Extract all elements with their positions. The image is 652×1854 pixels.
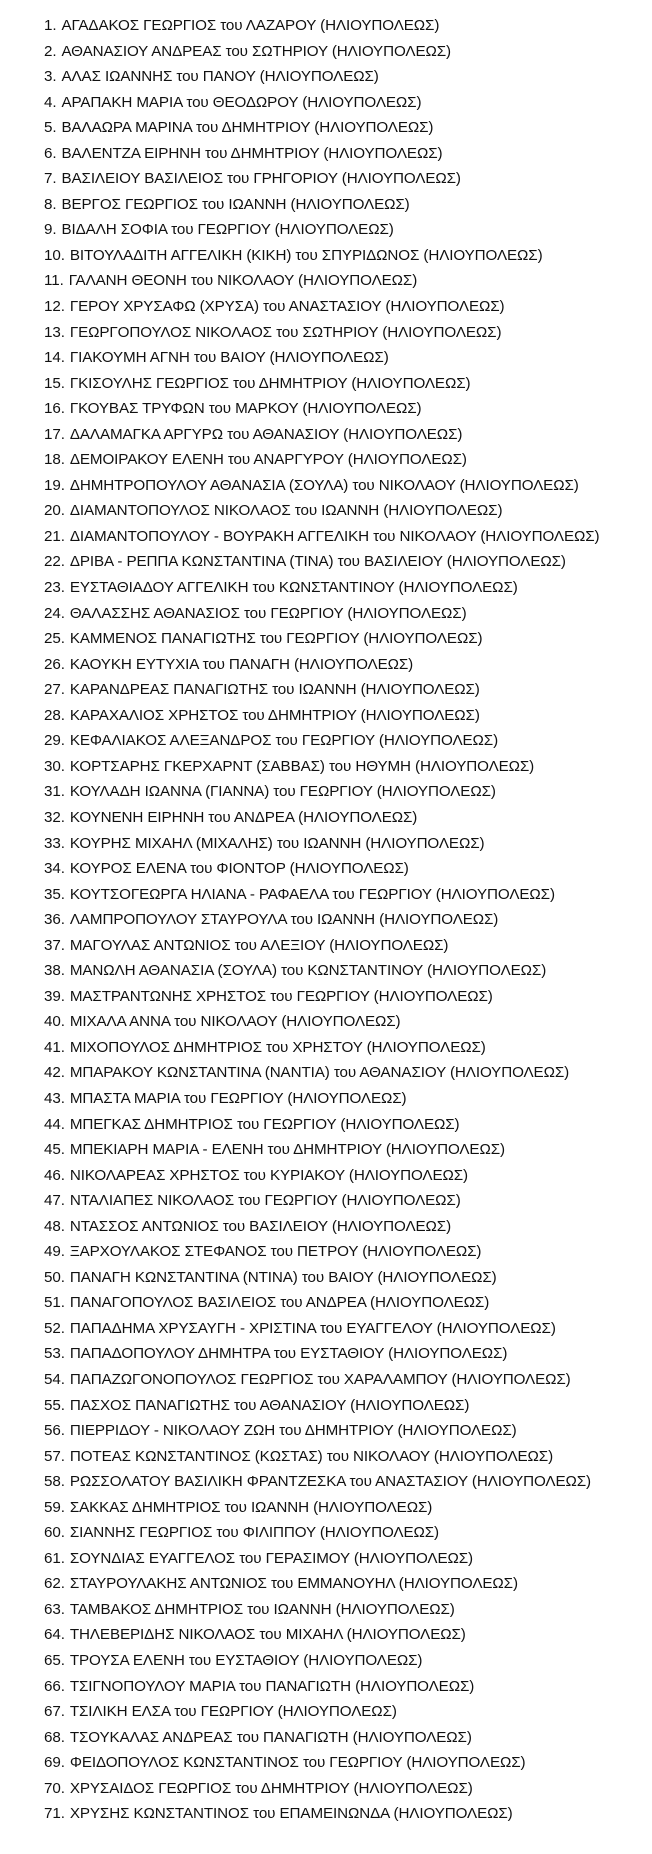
list-item-number: 66. [44, 1677, 65, 1695]
list-item-text: ΓΑΛΑΝΗ ΘΕΟΝΗ του ΝΙΚΟΛΑΟΥ (ΗΛΙΟΥΠΟΛΕΩΣ) [68, 272, 418, 290]
list-item [44, 1393, 652, 1419]
list-item-number: 20. [44, 502, 65, 520]
list-item [44, 90, 652, 116]
list-item-number: 8. [44, 195, 57, 213]
list-item-number: 49. [44, 1243, 65, 1261]
list-item-text: ΠΑΝΑΓΟΠΟΥΛΟΣ ΒΑΣΙΛΕΙΟΣ του ΑΝΔΡΕΑ (ΗΛΙΟΥΠΟΛΕΩΣ) [69, 1294, 490, 1312]
list-item-text: ΞΑΡΧΟΥΛΑΚΟΣ ΣΤΕΦΑΝΟΣ του ΠΕΤΡΟΥ (ΗΛΙΟΥΠΟΛΕΩΣ) [69, 1243, 482, 1261]
list-item-number: 7. [44, 170, 57, 188]
list-item-number: 60. [44, 1524, 65, 1542]
list-item [44, 728, 652, 754]
list-item-text: ΠΑΝΑΓΗ ΚΩΝΣΤΑΝΤΙΝΑ (ΝΤΙΝΑ) του ΒΑΙΟΥ (ΗΛΙΟΥΠΟΛΕΩΣ) [69, 1268, 497, 1286]
list-item [44, 1163, 652, 1189]
list-item-text: ΧΡΥΣΑΙΔΟΣ ΓΕΩΡΓΙΟΣ του ΔΗΜΗΤΡΙΟΥ (ΗΛΙΟΥΠΟΛΕΩΣ) [69, 1779, 473, 1797]
list-item [44, 1444, 652, 1470]
list-item-text: ΓΚΙΣΟΥΛΗΣ ΓΕΩΡΓΙΟΣ του ΔΗΜΗΤΡΙΟΥ (ΗΛΙΟΥΠΟΛΕΩΣ) [69, 374, 471, 392]
list-item [44, 217, 652, 243]
list-item [44, 1725, 652, 1751]
list-item-number: 24. [44, 604, 65, 622]
list-item-number: 47. [44, 1192, 65, 1210]
list-item-text: ΣΤΑΥΡΟΥΛΑΚΗΣ ΑΝΤΩΝΙΟΣ του ΕΜΜΑΝΟΥΗΛ (ΗΛΙΟΥΠΟΛΕΩΣ) [69, 1575, 518, 1593]
list-item-number: 26. [44, 655, 65, 673]
list-item-text: ΜΙΧΑΛΑ ΑΝΝΑ του ΝΙΚΟΛΑΟΥ (ΗΛΙΟΥΠΟΛΕΩΣ) [69, 1013, 401, 1031]
list-item-text: ΒΑΛΕΝΤΖΑ ΕΙΡΗΝΗ του ΔΗΜΗΤΡΙΟΥ (ΗΛΙΟΥΠΟΛΕΩΣ) [61, 144, 443, 162]
list-item [44, 958, 652, 984]
list-item-number: 43. [44, 1089, 65, 1107]
list-item-text: ΤΗΛΕΒΕΡΙΔΗΣ ΝΙΚΟΛΑΟΣ του ΜΙΧΑΗΛ (ΗΛΙΟΥΠΟΛΕΩΣ) [69, 1626, 466, 1644]
list-item [44, 524, 652, 550]
list-item [44, 498, 652, 524]
list-item-number: 38. [44, 962, 65, 980]
list-item-text: ΜΙΧΟΠΟΥΛΟΣ ΔΗΜΗΤΡΙΟΣ του ΧΡΗΣΤΟΥ (ΗΛΙΟΥΠΟΛΕΩΣ) [69, 1038, 486, 1056]
list-item-number: 36. [44, 911, 65, 929]
list-item-number: 62. [44, 1575, 65, 1593]
list-item [44, 115, 652, 141]
list-item-text: ΔΕΜΟΙΡΑΚΟΥ ΕΛΕΝΗ του ΑΝΑΡΓΥΡΟΥ (ΗΛΙΟΥΠΟΛΕΩΣ) [69, 451, 467, 469]
list-item-number: 15. [44, 374, 65, 392]
list-item [44, 1035, 652, 1061]
list-item-text: ΧΡΥΣΗΣ ΚΩΝΣΤΑΝΤΙΝΟΣ του ΕΠΑΜΕΙΝΩΝΔΑ (ΗΛΙΟΥΠΟΛΕΩΣ) [69, 1805, 513, 1823]
list-item [44, 703, 652, 729]
list-item [44, 268, 652, 294]
list-item-number: 23. [44, 579, 65, 597]
list-item-number: 11. [44, 272, 64, 290]
list-item [44, 1367, 652, 1393]
list-item-number: 34. [44, 860, 65, 878]
list-item [44, 1801, 652, 1827]
list-item-number: 21. [44, 527, 65, 545]
list-item [44, 1776, 652, 1802]
list-item [44, 1060, 652, 1086]
list-item-text: ΝΤΑΛΙΑΠΕΣ ΝΙΚΟΛΑΟΣ του ΓΕΩΡΓΙΟΥ (ΗΛΙΟΥΠΟΛΕΩΣ) [69, 1192, 461, 1210]
list-item-number: 14. [44, 349, 65, 367]
list-item-number: 30. [44, 757, 65, 775]
list-item-number: 54. [44, 1370, 65, 1388]
list-item-number: 53. [44, 1345, 65, 1363]
list-item [44, 984, 652, 1010]
list-item-number: 16. [44, 400, 65, 418]
list-item-number: 40. [44, 1013, 65, 1031]
list-item-text: ΜΑΣΤΡΑΝΤΩΝΗΣ ΧΡΗΣΤΟΣ του ΓΕΩΡΓΙΟΥ (ΗΛΙΟΥΠΟΛΕΩΣ) [69, 987, 493, 1005]
list-item-number: 5. [44, 119, 57, 137]
list-item-number: 2. [44, 42, 57, 60]
list-item-text: ΒΑΣΙΛΕΙΟΥ ΒΑΣΙΛΕΙΟΣ του ΓΡΗΓΟΡΙΟΥ (ΗΛΙΟΥΠΟΛΕΩΣ) [61, 170, 461, 188]
list-item-text: ΝΙΚΟΛΑΡΕΑΣ ΧΡΗΣΤΟΣ του ΚΥΡΙΑΚΟΥ (ΗΛΙΟΥΠΟΛΕΩΣ) [69, 1166, 469, 1184]
list-item-text: ΠΑΠΑΔΗΜΑ ΧΡΥΣΑΥΓΗ - ΧΡΙΣΤΙΝΑ του ΕΥΑΓΓΕΛΟΥ (ΗΛΙΟΥΠΟΛΕΩΣ) [69, 1319, 556, 1337]
candidate-list [44, 13, 652, 1827]
list-item [44, 166, 652, 192]
list-item-number: 64. [44, 1626, 65, 1644]
list-item [44, 39, 652, 65]
list-item-number: 57. [44, 1447, 65, 1465]
list-item-text: ΕΥΣΤΑΘΙΑΔΟΥ ΑΓΓΕΛΙΚΗ του ΚΩΝΣΤΑΝΤΙΝΟΥ (ΗΛΙΟΥΠΟΛΕΩΣ) [69, 579, 518, 597]
list-item-number: 4. [44, 93, 57, 111]
list-item-text: ΒΙΔΑΛΗ ΣΟΦΙΑ του ΓΕΩΡΓΙΟΥ (ΗΛΙΟΥΠΟΛΕΩΣ) [61, 221, 394, 239]
list-item-number: 42. [44, 1064, 65, 1082]
list-item-text: ΜΠΑΣΤΑ ΜΑΡΙΑ του ΓΕΩΡΓΙΟΥ (ΗΛΙΟΥΠΟΛΕΩΣ) [69, 1089, 407, 1107]
list-item-number: 13. [44, 323, 65, 341]
list-item-text: ΚΟΥΝΕΝΗ ΕΙΡΗΝΗ του ΑΝΔΡΕΑ (ΗΛΙΟΥΠΟΛΕΩΣ) [69, 808, 418, 826]
list-item-number: 35. [44, 885, 65, 903]
list-item-text: ΣΟΥΝΔΙΑΣ ΕΥΑΓΓΕΛΟΣ του ΓΕΡΑΣΙΜΟΥ (ΗΛΙΟΥΠΟΛΕΩΣ) [69, 1549, 473, 1567]
list-item-number: 69. [44, 1754, 65, 1772]
list-item-text: ΚΑΟΥΚΗ ΕΥΤΥΧΙΑ του ΠΑΝΑΓΗ (ΗΛΙΟΥΠΟΛΕΩΣ) [69, 655, 414, 673]
list-item [44, 1622, 652, 1648]
list-item-text: ΦΕΙΔΟΠΟΥΛΟΣ ΚΩΝΣΤΑΝΤΙΝΟΣ του ΓΕΩΡΓΙΟΥ (ΗΛΙΟΥΠΟΛΕΩΣ) [69, 1754, 526, 1772]
list-item-text: ΑΛΑΣ ΙΩΑΝΝΗΣ του ΠΑΝΟΥ (ΗΛΙΟΥΠΟΛΕΩΣ) [61, 68, 379, 86]
list-item-number: 32. [44, 808, 65, 826]
list-item-text: ΑΡΑΠΑΚΗ ΜΑΡΙΑ του ΘΕΟΔΩΡΟΥ (ΗΛΙΟΥΠΟΛΕΩΣ) [61, 93, 422, 111]
list-item-text: ΒΙΤΟΥΛΑΔΙΤΗ ΑΓΓΕΛΙΚΗ (ΚΙΚΗ) του ΣΠΥΡΙΔΩΝΟΣ (ΗΛΙΟΥΠΟΛΕΩΣ) [69, 246, 543, 264]
list-item [44, 1418, 652, 1444]
list-item-text: ΘΑΛΑΣΣΗΣ ΑΘΑΝΑΣΙΟΣ του ΓΕΩΡΓΙΟΥ (ΗΛΙΟΥΠΟΛΕΩΣ) [69, 604, 467, 622]
list-item-number: 58. [44, 1473, 65, 1491]
list-item [44, 1750, 652, 1776]
list-item-text: ΚΑΡΑΧΑΛΙΟΣ ΧΡΗΣΤΟΣ του ΔΗΜΗΤΡΙΟΥ (ΗΛΙΟΥΠΟΛΕΩΣ) [69, 706, 480, 724]
list-item-text: ΤΣΟΥΚΑΛΑΣ ΑΝΔΡΕΑΣ του ΠΑΝΑΓΙΩΤΗ (ΗΛΙΟΥΠΟΛΕΩΣ) [69, 1728, 472, 1746]
list-item-number: 10. [44, 246, 65, 264]
list-item-text: ΠΟΤΕΑΣ ΚΩΝΣΤΑΝΤΙΝΟΣ (ΚΩΣΤΑΣ) του ΝΙΚΟΛΑΟΥ (ΗΛΙΟΥΠΟΛΕΩΣ) [69, 1447, 554, 1465]
list-item-text: ΓΕΡΟΥ ΧΡΥΣΑΦΩ (ΧΡΥΣΑ) του ΑΝΑΣΤΑΣΙΟΥ (ΗΛΙΟΥΠΟΛΕΩΣ) [69, 298, 505, 316]
list-item [44, 396, 652, 422]
list-item [44, 320, 652, 346]
list-item-text: ΚΑΡΑΝΔΡΕΑΣ ΠΑΝΑΓΙΩΤΗΣ του ΙΩΑΝΝΗ (ΗΛΙΟΥΠΟΛΕΩΣ) [69, 681, 480, 699]
list-item [44, 882, 652, 908]
list-item-number: 9. [44, 221, 57, 239]
list-item-number: 61. [44, 1549, 65, 1567]
list-item-number: 17. [44, 425, 65, 443]
list-item [44, 1290, 652, 1316]
list-item-number: 3. [44, 68, 57, 86]
list-item-text: ΠΑΠΑΔΟΠΟΥΛΟΥ ΔΗΜΗΤΡΑ του ΕΥΣΤΑΘΙΟΥ (ΗΛΙΟΥΠΟΛΕΩΣ) [69, 1345, 508, 1363]
list-item [44, 856, 652, 882]
list-item [44, 1316, 652, 1342]
list-item-number: 71. [44, 1805, 65, 1823]
list-item-text: ΒΕΡΓΟΣ ΓΕΩΡΓΙΟΣ του ΙΩΑΝΝΗ (ΗΛΙΟΥΠΟΛΕΩΣ) [61, 195, 410, 213]
list-item-number: 44. [44, 1115, 65, 1133]
list-item-number: 22. [44, 553, 65, 571]
list-item-text: ΚΕΦΑΛΙΑΚΟΣ ΑΛΕΞΑΝΔΡΟΣ του ΓΕΩΡΓΙΟΥ (ΗΛΙΟΥΠΟΛΕΩΣ) [69, 732, 499, 750]
list-item-number: 48. [44, 1217, 65, 1235]
list-item [44, 294, 652, 320]
list-item-number: 68. [44, 1728, 65, 1746]
list-item [44, 141, 652, 167]
list-item [44, 371, 652, 397]
list-item [44, 447, 652, 473]
list-item [44, 1188, 652, 1214]
list-item-text: ΜΑΓΟΥΛΑΣ ΑΝΤΩΝΙΟΣ του ΑΛΕΞΙΟΥ (ΗΛΙΟΥΠΟΛΕΩΣ) [69, 936, 449, 954]
list-item [44, 1341, 652, 1367]
list-item-number: 51. [44, 1294, 65, 1312]
list-item-number: 37. [44, 936, 65, 954]
list-item-text: ΤΡΟΥΣΑ ΕΛΕΝΗ του ΕΥΣΤΑΘΙΟΥ (ΗΛΙΟΥΠΟΛΕΩΣ) [69, 1652, 423, 1669]
list-item [44, 601, 652, 627]
list-item [44, 1137, 652, 1163]
list-item-number: 28. [44, 706, 65, 724]
list-item [44, 1520, 652, 1546]
list-item [44, 473, 652, 499]
list-item [44, 1086, 652, 1112]
list-item [44, 1699, 652, 1725]
list-item [44, 1469, 652, 1495]
list-item [44, 13, 652, 39]
list-item [44, 192, 652, 218]
list-item-text: ΤΑΜΒΑΚΟΣ ΔΗΜΗΤΡΙΟΣ του ΙΩΑΝΝΗ (ΗΛΙΟΥΠΟΛΕΩΣ) [69, 1600, 455, 1618]
list-item-number: 45. [44, 1141, 65, 1159]
list-item-text: ΚΑΜΜΕΝΟΣ ΠΑΝΑΓΙΩΤΗΣ του ΓΕΩΡΓΙΟΥ (ΗΛΙΟΥΠΟΛΕΩΣ) [69, 630, 483, 648]
list-item-text: ΚΟΥΡΗΣ ΜΙΧΑΗΛ (ΜΙΧΑΛΗΣ) του ΙΩΑΝΝΗ (ΗΛΙΟΥΠΟΛΕΩΣ) [69, 834, 485, 852]
list-item [44, 1265, 652, 1291]
list-item-number: 29. [44, 732, 65, 750]
list-item-number: 12. [44, 298, 65, 316]
list-item [44, 345, 652, 371]
list-item [44, 1648, 652, 1674]
list-item-number: 6. [44, 144, 57, 162]
list-item-number: 33. [44, 834, 65, 852]
list-item [44, 243, 652, 269]
list-item [44, 1214, 652, 1240]
list-item-number: 52. [44, 1319, 65, 1337]
list-item-number: 67. [44, 1703, 65, 1721]
list-item [44, 805, 652, 831]
list-item-number: 50. [44, 1268, 65, 1286]
list-item-text: ΠΑΣΧΟΣ ΠΑΝΑΓΙΩΤΗΣ του ΑΘΑΝΑΣΙΟΥ (ΗΛΙΟΥΠΟΛΕΩΣ) [69, 1396, 470, 1414]
list-item [44, 1239, 652, 1265]
list-item-text: ΣΑΚΚΑΣ ΔΗΜΗΤΡΙΟΣ του ΙΩΑΝΝΗ (ΗΛΙΟΥΠΟΛΕΩΣ) [69, 1498, 433, 1516]
list-item-text: ΠΙΕΡΡΙΔΟΥ - ΝΙΚΟΛΑΟΥ ΖΩΗ του ΔΗΜΗΤΡΙΟΥ (ΗΛΙΟΥΠΟΛΕΩΣ) [69, 1422, 517, 1440]
list-item-number: 1. [44, 17, 57, 34]
list-item-text: ΚΟΥΛΑΔΗ ΙΩΑΝΝΑ (ΓΙΑΝΝΑ) του ΓΕΩΡΓΙΟΥ (ΗΛΙΟΥΠΟΛΕΩΣ) [69, 783, 496, 801]
list-item-text: ΤΣΙΓΝΟΠΟΥΛΟΥ ΜΑΡΙΑ του ΠΑΝΑΓΙΩΤΗ (ΗΛΙΟΥΠΟΛΕΩΣ) [69, 1677, 475, 1695]
list-item [44, 831, 652, 857]
list-item-number: 41. [44, 1038, 65, 1056]
list-item-text: ΓΕΩΡΓΟΠΟΥΛΟΣ ΝΙΚΟΛΑΟΣ του ΣΩΤΗΡΙΟΥ (ΗΛΙΟΥΠΟΛΕΩΣ) [69, 323, 502, 341]
list-item-number: 56. [44, 1422, 65, 1440]
list-item [44, 1495, 652, 1521]
list-item-text: ΛΑΜΠΡΟΠΟΥΛΟΥ ΣΤΑΥΡΟΥΛΑ του ΙΩΑΝΝΗ (ΗΛΙΟΥΠΟΛΕΩΣ) [69, 911, 499, 929]
list-item-text: ΓΚΟΥΒΑΣ ΤΡΥΦΩΝ του ΜΑΡΚΟΥ (ΗΛΙΟΥΠΟΛΕΩΣ) [69, 400, 422, 418]
list-item-number: 70. [44, 1779, 65, 1797]
list-item-number: 55. [44, 1396, 65, 1414]
list-item [44, 422, 652, 448]
list-item-number: 65. [44, 1652, 65, 1669]
list-item-text: ΒΑΛΑΩΡΑ ΜΑΡΙΝΑ του ΔΗΜΗΤΡΙΟΥ (ΗΛΙΟΥΠΟΛΕΩΣ) [61, 119, 434, 137]
list-item-text: ΣΙΑΝΝΗΣ ΓΕΩΡΓΙΟΣ του ΦΙΛΙΠΠΟΥ (ΗΛΙΟΥΠΟΛΕΩΣ) [69, 1524, 439, 1542]
list-item [44, 652, 652, 678]
list-item-number: 18. [44, 451, 65, 469]
list-item-text: ΠΑΠΑΖΩΓΟΝΟΠΟΥΛΟΣ ΓΕΩΡΓΙΟΣ του ΧΑΡΑΛΑΜΠΟΥ (ΗΛΙΟΥΠΟΛΕΩΣ) [69, 1370, 571, 1388]
list-item [44, 1571, 652, 1597]
list-item-text: ΔΡΙΒΑ - ΡΕΠΠΑ ΚΩΝΣΤΑΝΤΙΝΑ (ΤΙΝΑ) του ΒΑΣΙΛΕΙΟΥ (ΗΛΙΟΥΠΟΛΕΩΣ) [69, 553, 566, 571]
list-item-number: 27. [44, 681, 65, 699]
list-item [44, 933, 652, 959]
list-item-text: ΤΣΙΛΙΚΗ ΕΛΣΑ του ΓΕΩΡΓΙΟΥ (ΗΛΙΟΥΠΟΛΕΩΣ) [69, 1703, 397, 1721]
list-item-text: ΚΟΡΤΣΑΡΗΣ ΓΚΕΡΧΑΡΝΤ (ΣΑΒΒΑΣ) του ΗΘΥΜΗ (ΗΛΙΟΥΠΟΛΕΩΣ) [69, 757, 535, 775]
list-item-text: ΜΑΝΩΛΗ ΑΘΑΝΑΣΙΑ (ΣΟΥΛΑ) του ΚΩΝΣΤΑΝΤΙΝΟΥ (ΗΛΙΟΥΠΟΛΕΩΣ) [69, 962, 547, 980]
list-item [44, 1112, 652, 1138]
list-item [44, 1546, 652, 1572]
list-item [44, 64, 652, 90]
list-item [44, 754, 652, 780]
list-item [44, 1597, 652, 1623]
list-item-number: 46. [44, 1166, 65, 1184]
list-item-text: ΓΙΑΚΟΥΜΗ ΑΓΝΗ του ΒΑΙΟΥ (ΗΛΙΟΥΠΟΛΕΩΣ) [69, 349, 389, 367]
list-item-number: 25. [44, 630, 65, 648]
list-item [44, 677, 652, 703]
list-item-text: ΡΩΣΣΟΛΑΤΟΥ ΒΑΣΙΛΙΚΗ ΦΡΑΝΤΖΕΣΚΑ του ΑΝΑΣΤΑΣΙΟΥ (ΗΛΙΟΥΠΟΛΕΩΣ) [69, 1473, 591, 1491]
list-item-text: ΔΙΑΜΑΝΤΟΠΟΥΛΟΣ ΝΙΚΟΛΑΟΣ του ΙΩΑΝΝΗ (ΗΛΙΟΥΠΟΛΕΩΣ) [69, 502, 503, 520]
list-item-number: 63. [44, 1600, 65, 1618]
list-item-text: ΑΘΑΝΑΣΙΟΥ ΑΝΔΡΕΑΣ του ΣΩΤΗΡΙΟΥ (ΗΛΙΟΥΠΟΛΕΩΣ) [61, 42, 451, 60]
list-item [44, 1009, 652, 1035]
list-item-text: ΜΠΕΚΙΑΡΗ ΜΑΡΙΑ - ΕΛΕΝΗ του ΔΗΜΗΤΡΙΟΥ (ΗΛΙΟΥΠΟΛΕΩΣ) [69, 1141, 505, 1159]
list-item-text: ΑΓΑΔΑΚΟΣ ΓΕΩΡΓΙΟΣ του ΛΑΖΑΡΟΥ (ΗΛΙΟΥΠΟΛΕΩΣ) [61, 17, 440, 34]
list-item-number: 31. [44, 783, 65, 801]
list-item [44, 907, 652, 933]
list-item-text: ΚΟΥΤΣΟΓΕΩΡΓΑ ΗΛΙΑΝΑ - ΡΑΦΑΕΛΑ του ΓΕΩΡΓΙΟΥ (ΗΛΙΟΥΠΟΛΕΩΣ) [69, 885, 555, 903]
list-item-text: ΔΑΛΑΜΑΓΚΑ ΑΡΓΥΡΩ του ΑΘΑΝΑΣΙΟΥ (ΗΛΙΟΥΠΟΛΕΩΣ) [69, 425, 463, 443]
list-item-number: 19. [44, 476, 65, 494]
list-item [44, 1674, 652, 1700]
list-item [44, 779, 652, 805]
list-item-number: 39. [44, 987, 65, 1005]
list-item-text: ΔΙΑΜΑΝΤΟΠΟΥΛΟΥ - ΒΟΥΡΑΚΗ ΑΓΓΕΛΙΚΗ του ΝΙΚΟΛΑΟΥ (ΗΛΙΟΥΠΟΛΕΩΣ) [69, 527, 600, 545]
list-item-text: ΝΤΑΣΣΟΣ ΑΝΤΩΝΙΟΣ του ΒΑΣΙΛΕΙΟΥ (ΗΛΙΟΥΠΟΛΕΩΣ) [69, 1217, 452, 1235]
list-item [44, 575, 652, 601]
list-item-text: ΔΗΜΗΤΡΟΠΟΥΛΟΥ ΑΘΑΝΑΣΙΑ (ΣΟΥΛΑ) του ΝΙΚΟΛΑΟΥ (ΗΛΙΟΥΠΟΛΕΩΣ) [69, 476, 579, 494]
list-item-number: 59. [44, 1498, 65, 1516]
list-item [44, 549, 652, 575]
list-item-text: ΚΟΥΡΟΣ ΕΛΕΝΑ του ΦΙΟΝΤΟΡ (ΗΛΙΟΥΠΟΛΕΩΣ) [69, 860, 409, 878]
list-item-text: ΜΠΕΓΚΑΣ ΔΗΜΗΤΡΙΟΣ του ΓΕΩΡΓΙΟΥ (ΗΛΙΟΥΠΟΛΕΩΣ) [69, 1115, 460, 1133]
list-item [44, 626, 652, 652]
list-item-text: ΜΠΑΡΑΚΟΥ ΚΩΝΣΤΑΝΤΙΝΑ (ΝΑΝΤΙΑ) του ΑΘΑΝΑΣΙΟΥ (ΗΛΙΟΥΠΟΛΕΩΣ) [69, 1064, 570, 1082]
